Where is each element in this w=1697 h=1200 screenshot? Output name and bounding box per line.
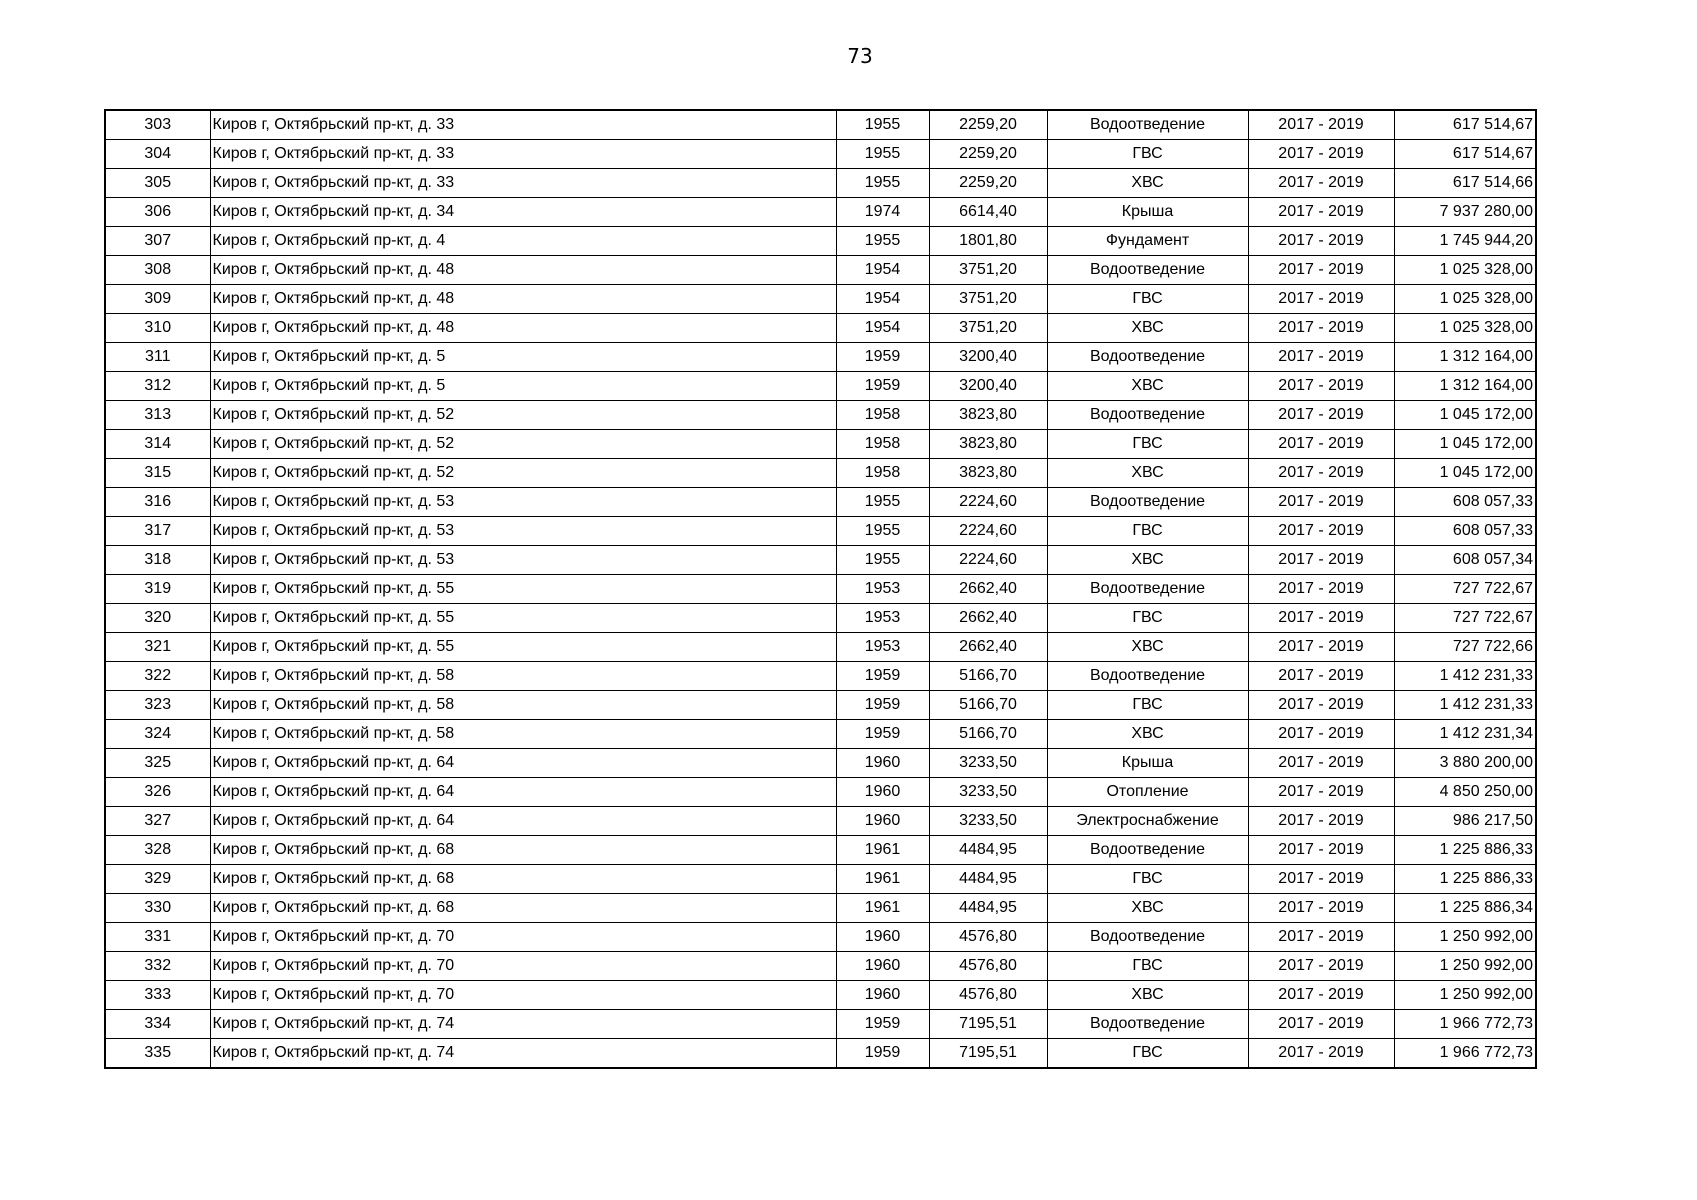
address-cell: Киров г, Октябрьский пр-кт, д. 53 — [210, 546, 836, 575]
area-cell: 4576,80 — [929, 952, 1047, 981]
area-cell: 3233,50 — [929, 778, 1047, 807]
period-cell: 2017 - 2019 — [1248, 285, 1394, 314]
row-number-cell: 310 — [105, 314, 210, 343]
address-cell: Киров г, Октябрьский пр-кт, д. 52 — [210, 401, 836, 430]
work-type-cell: ХВС — [1047, 169, 1248, 198]
table-row — [105, 633, 1536, 662]
area-cell: 5166,70 — [929, 691, 1047, 720]
row-number-cell: 313 — [105, 401, 210, 430]
table-row — [105, 430, 1536, 459]
address-cell: Киров г, Октябрьский пр-кт, д. 58 — [210, 720, 836, 749]
cost-cell: 986 217,50 — [1394, 807, 1536, 836]
build-year-cell: 1955 — [836, 140, 929, 169]
period-cell: 2017 - 2019 — [1248, 720, 1394, 749]
address-cell: Киров г, Октябрьский пр-кт, д. 55 — [210, 575, 836, 604]
table-row — [105, 691, 1536, 720]
cost-cell: 1 225 886,33 — [1394, 865, 1536, 894]
work-type-cell: ГВС — [1047, 285, 1248, 314]
cost-cell: 608 057,33 — [1394, 517, 1536, 546]
period-cell: 2017 - 2019 — [1248, 691, 1394, 720]
period-cell: 2017 - 2019 — [1248, 169, 1394, 198]
build-year-cell: 1960 — [836, 807, 929, 836]
period-cell: 2017 - 2019 — [1248, 807, 1394, 836]
build-year-cell: 1955 — [836, 517, 929, 546]
build-year-cell: 1955 — [836, 169, 929, 198]
table-body — [105, 110, 1536, 1068]
area-cell: 3751,20 — [929, 314, 1047, 343]
table-row — [105, 604, 1536, 633]
cost-cell: 1 412 231,33 — [1394, 691, 1536, 720]
period-cell: 2017 - 2019 — [1248, 662, 1394, 691]
work-type-cell: Водоотведение — [1047, 401, 1248, 430]
address-cell: Киров г, Октябрьский пр-кт, д. 5 — [210, 372, 836, 401]
row-number-cell: 314 — [105, 430, 210, 459]
work-type-cell: ГВС — [1047, 952, 1248, 981]
table-row — [105, 343, 1536, 372]
work-type-cell: Водоотведение — [1047, 488, 1248, 517]
work-type-cell: ГВС — [1047, 604, 1248, 633]
row-number-cell: 325 — [105, 749, 210, 778]
period-cell: 2017 - 2019 — [1248, 546, 1394, 575]
row-number-cell: 306 — [105, 198, 210, 227]
period-cell: 2017 - 2019 — [1248, 343, 1394, 372]
area-cell: 3200,40 — [929, 343, 1047, 372]
row-number-cell: 330 — [105, 894, 210, 923]
build-year-cell: 1955 — [836, 110, 929, 140]
build-year-cell: 1959 — [836, 1039, 929, 1069]
address-cell: Киров г, Октябрьский пр-кт, д. 52 — [210, 430, 836, 459]
address-cell: Киров г, Октябрьский пр-кт, д. 34 — [210, 198, 836, 227]
area-cell: 1801,80 — [929, 227, 1047, 256]
table-row — [105, 459, 1536, 488]
work-type-cell: Водоотведение — [1047, 575, 1248, 604]
period-cell: 2017 - 2019 — [1248, 575, 1394, 604]
cost-cell: 1 045 172,00 — [1394, 401, 1536, 430]
area-cell: 2224,60 — [929, 546, 1047, 575]
table-row — [105, 198, 1536, 227]
work-type-cell: ГВС — [1047, 430, 1248, 459]
address-cell: Киров г, Октябрьский пр-кт, д. 68 — [210, 865, 836, 894]
area-cell: 2259,20 — [929, 169, 1047, 198]
address-cell: Киров г, Октябрьский пр-кт, д. 74 — [210, 1010, 836, 1039]
area-cell: 2662,40 — [929, 575, 1047, 604]
period-cell: 2017 - 2019 — [1248, 633, 1394, 662]
period-cell: 2017 - 2019 — [1248, 952, 1394, 981]
address-cell: Киров г, Октябрьский пр-кт, д. 4 — [210, 227, 836, 256]
build-year-cell: 1954 — [836, 285, 929, 314]
period-cell: 2017 - 2019 — [1248, 923, 1394, 952]
area-cell: 6614,40 — [929, 198, 1047, 227]
area-cell: 2662,40 — [929, 633, 1047, 662]
area-cell: 2662,40 — [929, 604, 1047, 633]
row-number-cell: 324 — [105, 720, 210, 749]
cost-cell: 608 057,34 — [1394, 546, 1536, 575]
address-cell: Киров г, Октябрьский пр-кт, д. 48 — [210, 285, 836, 314]
table-row — [105, 720, 1536, 749]
work-type-cell: Крыша — [1047, 198, 1248, 227]
period-cell: 2017 - 2019 — [1248, 401, 1394, 430]
table-row — [105, 778, 1536, 807]
build-year-cell: 1974 — [836, 198, 929, 227]
row-number-cell: 322 — [105, 662, 210, 691]
table-row — [105, 807, 1536, 836]
area-cell: 4576,80 — [929, 923, 1047, 952]
area-cell: 4484,95 — [929, 894, 1047, 923]
table-row — [105, 981, 1536, 1010]
address-cell: Киров г, Октябрьский пр-кт, д. 53 — [210, 517, 836, 546]
cost-cell: 1 225 886,33 — [1394, 836, 1536, 865]
cost-cell: 608 057,33 — [1394, 488, 1536, 517]
work-type-cell: Электроснабжение — [1047, 807, 1248, 836]
row-number-cell: 329 — [105, 865, 210, 894]
build-year-cell: 1960 — [836, 981, 929, 1010]
build-year-cell: 1961 — [836, 836, 929, 865]
period-cell: 2017 - 2019 — [1248, 372, 1394, 401]
work-type-cell: Водоотведение — [1047, 1010, 1248, 1039]
row-number-cell: 309 — [105, 285, 210, 314]
period-cell: 2017 - 2019 — [1248, 430, 1394, 459]
work-type-cell: Отопление — [1047, 778, 1248, 807]
cost-cell: 4 850 250,00 — [1394, 778, 1536, 807]
build-year-cell: 1959 — [836, 720, 929, 749]
work-type-cell: Водоотведение — [1047, 256, 1248, 285]
row-number-cell: 323 — [105, 691, 210, 720]
area-cell: 2259,20 — [929, 140, 1047, 169]
row-number-cell: 334 — [105, 1010, 210, 1039]
work-type-cell: ХВС — [1047, 720, 1248, 749]
table-row — [105, 923, 1536, 952]
build-year-cell: 1959 — [836, 372, 929, 401]
area-cell: 3200,40 — [929, 372, 1047, 401]
row-number-cell: 331 — [105, 923, 210, 952]
table-row — [105, 110, 1536, 140]
period-cell: 2017 - 2019 — [1248, 1010, 1394, 1039]
table-row — [105, 865, 1536, 894]
area-cell: 3823,80 — [929, 401, 1047, 430]
row-number-cell: 335 — [105, 1039, 210, 1069]
table-row — [105, 894, 1536, 923]
cost-cell: 1 745 944,20 — [1394, 227, 1536, 256]
area-cell: 3823,80 — [929, 430, 1047, 459]
cost-cell: 1 966 772,73 — [1394, 1039, 1536, 1069]
work-type-cell: ХВС — [1047, 894, 1248, 923]
row-number-cell: 328 — [105, 836, 210, 865]
cost-cell: 1 250 992,00 — [1394, 981, 1536, 1010]
address-cell: Киров г, Октябрьский пр-кт, д. 58 — [210, 662, 836, 691]
address-cell: Киров г, Октябрьский пр-кт, д. 52 — [210, 459, 836, 488]
work-type-cell: Крыша — [1047, 749, 1248, 778]
build-year-cell: 1961 — [836, 865, 929, 894]
row-number-cell: 321 — [105, 633, 210, 662]
build-year-cell: 1961 — [836, 894, 929, 923]
row-number-cell: 320 — [105, 604, 210, 633]
cost-cell: 727 722,66 — [1394, 633, 1536, 662]
address-cell: Киров г, Октябрьский пр-кт, д. 70 — [210, 923, 836, 952]
cost-cell: 617 514,66 — [1394, 169, 1536, 198]
cost-cell: 727 722,67 — [1394, 604, 1536, 633]
address-cell: Киров г, Октябрьский пр-кт, д. 48 — [210, 256, 836, 285]
work-type-cell: ХВС — [1047, 981, 1248, 1010]
cost-cell: 1 045 172,00 — [1394, 430, 1536, 459]
row-number-cell: 312 — [105, 372, 210, 401]
area-cell: 4484,95 — [929, 865, 1047, 894]
period-cell: 2017 - 2019 — [1248, 459, 1394, 488]
build-year-cell: 1960 — [836, 923, 929, 952]
row-number-cell: 318 — [105, 546, 210, 575]
build-year-cell: 1960 — [836, 952, 929, 981]
row-number-cell: 303 — [105, 110, 210, 140]
period-cell: 2017 - 2019 — [1248, 1039, 1394, 1069]
row-number-cell: 326 — [105, 778, 210, 807]
table-row — [105, 285, 1536, 314]
area-cell: 5166,70 — [929, 662, 1047, 691]
address-cell: Киров г, Октябрьский пр-кт, д. 68 — [210, 836, 836, 865]
area-cell: 3233,50 — [929, 807, 1047, 836]
repair-schedule-table — [104, 109, 1537, 1069]
build-year-cell: 1959 — [836, 662, 929, 691]
period-cell: 2017 - 2019 — [1248, 604, 1394, 633]
table-row — [105, 1010, 1536, 1039]
work-type-cell: Водоотведение — [1047, 110, 1248, 140]
area-cell: 3751,20 — [929, 285, 1047, 314]
table-row — [105, 517, 1536, 546]
build-year-cell: 1959 — [836, 343, 929, 372]
build-year-cell: 1953 — [836, 575, 929, 604]
build-year-cell: 1955 — [836, 227, 929, 256]
address-cell: Киров г, Октябрьский пр-кт, д. 55 — [210, 604, 836, 633]
period-cell: 2017 - 2019 — [1248, 894, 1394, 923]
cost-cell: 1 225 886,34 — [1394, 894, 1536, 923]
table-row — [105, 314, 1536, 343]
row-number-cell: 315 — [105, 459, 210, 488]
area-cell: 7195,51 — [929, 1039, 1047, 1069]
row-number-cell: 308 — [105, 256, 210, 285]
area-cell: 3823,80 — [929, 459, 1047, 488]
table-row — [105, 401, 1536, 430]
address-cell: Киров г, Октябрьский пр-кт, д. 5 — [210, 343, 836, 372]
address-cell: Киров г, Октябрьский пр-кт, д. 55 — [210, 633, 836, 662]
row-number-cell: 319 — [105, 575, 210, 604]
cost-cell: 1 025 328,00 — [1394, 256, 1536, 285]
address-cell: Киров г, Октябрьский пр-кт, д. 58 — [210, 691, 836, 720]
period-cell: 2017 - 2019 — [1248, 314, 1394, 343]
table-row — [105, 836, 1536, 865]
work-type-cell: ГВС — [1047, 865, 1248, 894]
area-cell: 5166,70 — [929, 720, 1047, 749]
table-row — [105, 140, 1536, 169]
address-cell: Киров г, Октябрьский пр-кт, д. 48 — [210, 314, 836, 343]
area-cell: 2259,20 — [929, 110, 1047, 140]
address-cell: Киров г, Октябрьский пр-кт, д. 33 — [210, 110, 836, 140]
work-type-cell: ГВС — [1047, 517, 1248, 546]
row-number-cell: 311 — [105, 343, 210, 372]
work-type-cell: ХВС — [1047, 314, 1248, 343]
cost-cell: 1 025 328,00 — [1394, 285, 1536, 314]
row-number-cell: 327 — [105, 807, 210, 836]
address-cell: Киров г, Октябрьский пр-кт, д. 64 — [210, 749, 836, 778]
work-type-cell: Водоотведение — [1047, 662, 1248, 691]
cost-cell: 7 937 280,00 — [1394, 198, 1536, 227]
period-cell: 2017 - 2019 — [1248, 488, 1394, 517]
work-type-cell: Водоотведение — [1047, 343, 1248, 372]
work-type-cell: ХВС — [1047, 459, 1248, 488]
work-type-cell: ГВС — [1047, 140, 1248, 169]
work-type-cell: Фундамент — [1047, 227, 1248, 256]
work-type-cell: ХВС — [1047, 372, 1248, 401]
table-row — [105, 227, 1536, 256]
page-number: 73 — [847, 44, 873, 68]
table-row — [105, 575, 1536, 604]
period-cell: 2017 - 2019 — [1248, 749, 1394, 778]
build-year-cell: 1958 — [836, 430, 929, 459]
build-year-cell: 1960 — [836, 778, 929, 807]
table-row — [105, 952, 1536, 981]
table-row — [105, 662, 1536, 691]
build-year-cell: 1955 — [836, 488, 929, 517]
row-number-cell: 307 — [105, 227, 210, 256]
cost-cell: 1 312 164,00 — [1394, 372, 1536, 401]
period-cell: 2017 - 2019 — [1248, 778, 1394, 807]
cost-cell: 1 312 164,00 — [1394, 343, 1536, 372]
cost-cell: 1 412 231,34 — [1394, 720, 1536, 749]
area-cell: 2224,60 — [929, 488, 1047, 517]
address-cell: Киров г, Октябрьский пр-кт, д. 53 — [210, 488, 836, 517]
address-cell: Киров г, Октябрьский пр-кт, д. 68 — [210, 894, 836, 923]
work-type-cell: ХВС — [1047, 633, 1248, 662]
period-cell: 2017 - 2019 — [1248, 110, 1394, 140]
period-cell: 2017 - 2019 — [1248, 256, 1394, 285]
cost-cell: 1 412 231,33 — [1394, 662, 1536, 691]
row-number-cell: 316 — [105, 488, 210, 517]
address-cell: Киров г, Октябрьский пр-кт, д. 70 — [210, 952, 836, 981]
table-row — [105, 169, 1536, 198]
cost-cell: 1 250 992,00 — [1394, 923, 1536, 952]
work-type-cell: Водоотведение — [1047, 923, 1248, 952]
period-cell: 2017 - 2019 — [1248, 981, 1394, 1010]
row-number-cell: 332 — [105, 952, 210, 981]
build-year-cell: 1955 — [836, 546, 929, 575]
cost-cell: 1 966 772,73 — [1394, 1010, 1536, 1039]
table-row — [105, 256, 1536, 285]
build-year-cell: 1959 — [836, 691, 929, 720]
build-year-cell: 1954 — [836, 256, 929, 285]
build-year-cell: 1953 — [836, 604, 929, 633]
work-type-cell: ГВС — [1047, 1039, 1248, 1069]
address-cell: Киров г, Октябрьский пр-кт, д. 70 — [210, 981, 836, 1010]
work-type-cell: ХВС — [1047, 546, 1248, 575]
work-type-cell: ГВС — [1047, 691, 1248, 720]
period-cell: 2017 - 2019 — [1248, 517, 1394, 546]
build-year-cell: 1960 — [836, 749, 929, 778]
build-year-cell: 1954 — [836, 314, 929, 343]
area-cell: 2224,60 — [929, 517, 1047, 546]
table-row — [105, 749, 1536, 778]
period-cell: 2017 - 2019 — [1248, 836, 1394, 865]
period-cell: 2017 - 2019 — [1248, 865, 1394, 894]
table-row — [105, 488, 1536, 517]
cost-cell: 1 025 328,00 — [1394, 314, 1536, 343]
address-cell: Киров г, Октябрьский пр-кт, д. 74 — [210, 1039, 836, 1069]
build-year-cell: 1953 — [836, 633, 929, 662]
address-cell: Киров г, Октябрьский пр-кт, д. 33 — [210, 169, 836, 198]
area-cell: 3233,50 — [929, 749, 1047, 778]
row-number-cell: 305 — [105, 169, 210, 198]
area-cell: 3751,20 — [929, 256, 1047, 285]
period-cell: 2017 - 2019 — [1248, 198, 1394, 227]
work-type-cell: Водоотведение — [1047, 836, 1248, 865]
build-year-cell: 1958 — [836, 401, 929, 430]
address-cell: Киров г, Октябрьский пр-кт, д. 64 — [210, 807, 836, 836]
cost-cell: 1 250 992,00 — [1394, 952, 1536, 981]
row-number-cell: 304 — [105, 140, 210, 169]
cost-cell: 3 880 200,00 — [1394, 749, 1536, 778]
table-row — [105, 372, 1536, 401]
area-cell: 4576,80 — [929, 981, 1047, 1010]
row-number-cell: 317 — [105, 517, 210, 546]
address-cell: Киров г, Октябрьский пр-кт, д. 64 — [210, 778, 836, 807]
build-year-cell: 1959 — [836, 1010, 929, 1039]
table-row — [105, 1039, 1536, 1069]
cost-cell: 617 514,67 — [1394, 110, 1536, 140]
cost-cell: 617 514,67 — [1394, 140, 1536, 169]
area-cell: 7195,51 — [929, 1010, 1047, 1039]
build-year-cell: 1958 — [836, 459, 929, 488]
cost-cell: 1 045 172,00 — [1394, 459, 1536, 488]
row-number-cell: 333 — [105, 981, 210, 1010]
area-cell: 4484,95 — [929, 836, 1047, 865]
period-cell: 2017 - 2019 — [1248, 227, 1394, 256]
address-cell: Киров г, Октябрьский пр-кт, д. 33 — [210, 140, 836, 169]
table-row — [105, 546, 1536, 575]
cost-cell: 727 722,67 — [1394, 575, 1536, 604]
period-cell: 2017 - 2019 — [1248, 140, 1394, 169]
